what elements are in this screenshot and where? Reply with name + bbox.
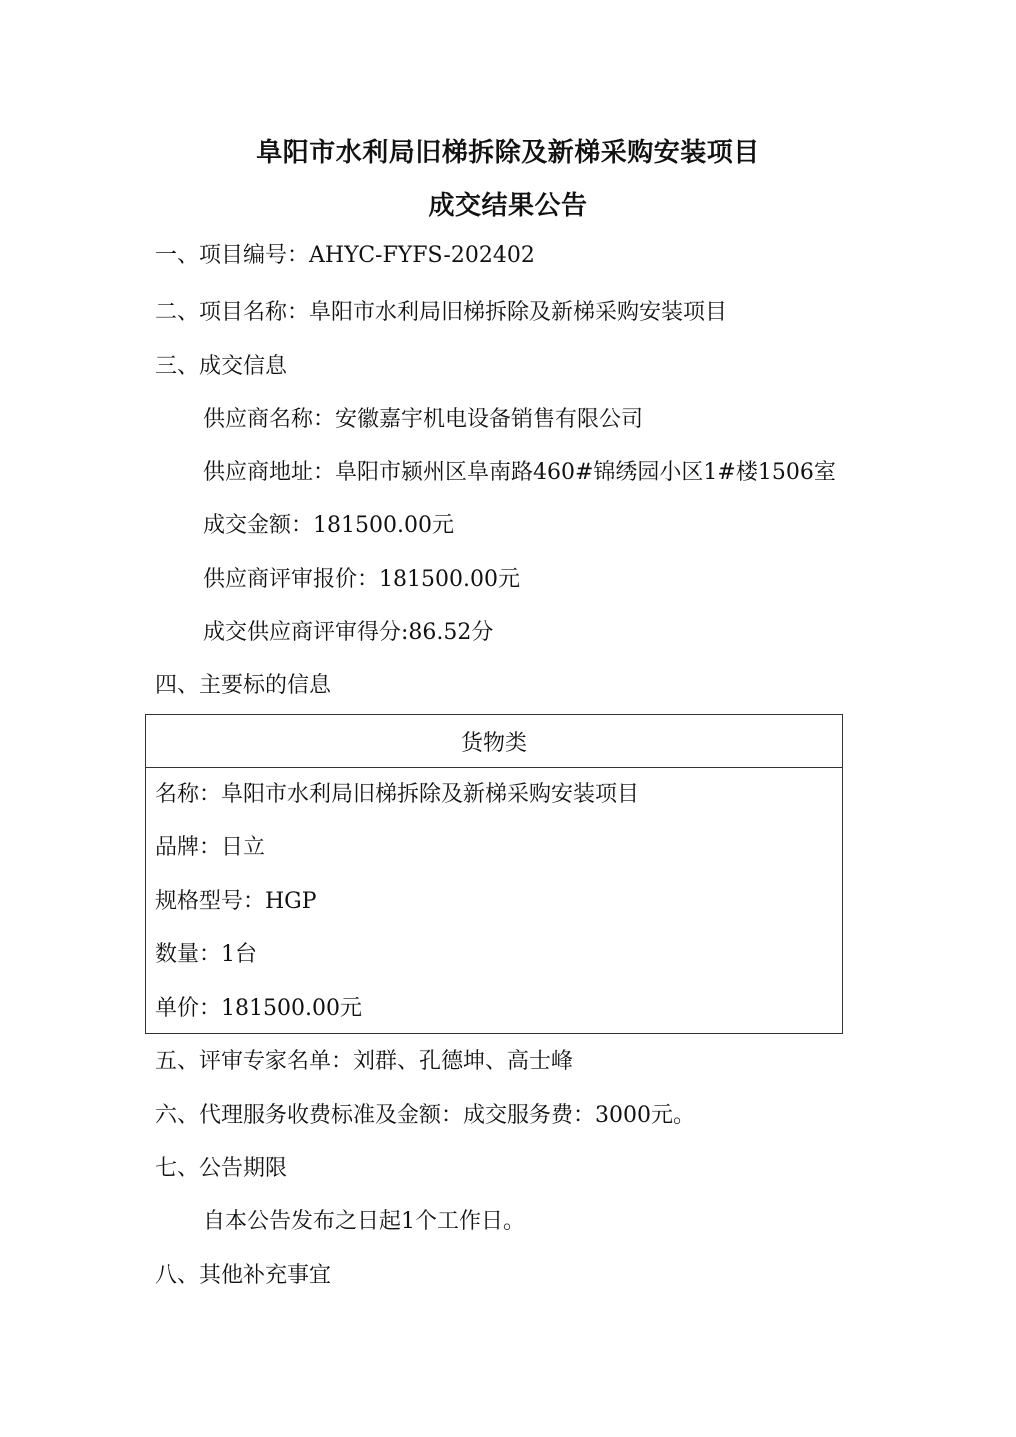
section-transaction-info: 三、成交信息 [155,354,288,379]
supplier-address: 供应商地址：阜阳市颍州区阜南路460#锦绣园小区1#楼1506室 [203,460,836,485]
goods-quantity: 数量：1台 [155,942,257,967]
goods-table-header: 货物类 [146,715,842,768]
goods-model: 规格型号：HGP [155,889,317,914]
agency-fee: 六、代理服务收费标准及金额：成交服务费：3000元。 [155,1103,695,1128]
project-name: 二、项目名称：阜阳市水利局旧梯拆除及新梯采购安装项目 [155,300,728,325]
expert-list: 五、评审专家名单：刘群、孔德坤、高士峰 [155,1049,574,1074]
supplier-name: 供应商名称：安徽嘉宇机电设备销售有限公司 [203,407,644,432]
announcement-period-detail: 自本公告发布之日起1个工作日。 [203,1209,525,1234]
section-main-subject: 四、主要标的信息 [155,673,332,698]
transaction-amount: 成交金额：181500.00元 [203,513,454,538]
section-announcement-period: 七、公告期限 [155,1156,288,1181]
goods-brand: 品牌：日立 [155,835,266,860]
goods-table [145,714,843,1034]
goods-unit-price: 单价：181500.00元 [155,996,362,1021]
goods-name: 名称：阜阳市水利局旧梯拆除及新梯采购安装项目 [155,782,640,807]
supplier-score: 成交供应商评审得分:86.52分 [203,620,494,645]
section-other-matters: 八、其他补充事宜 [155,1263,332,1288]
title-line-2: 成交结果公告 [428,191,588,221]
title-line-1: 阜阳市水利局旧梯拆除及新梯采购安装项目 [256,138,760,168]
project-number: 一、项目编号：AHYC-FYFS-202402 [155,243,535,268]
supplier-quote: 供应商评审报价：181500.00元 [203,567,520,592]
